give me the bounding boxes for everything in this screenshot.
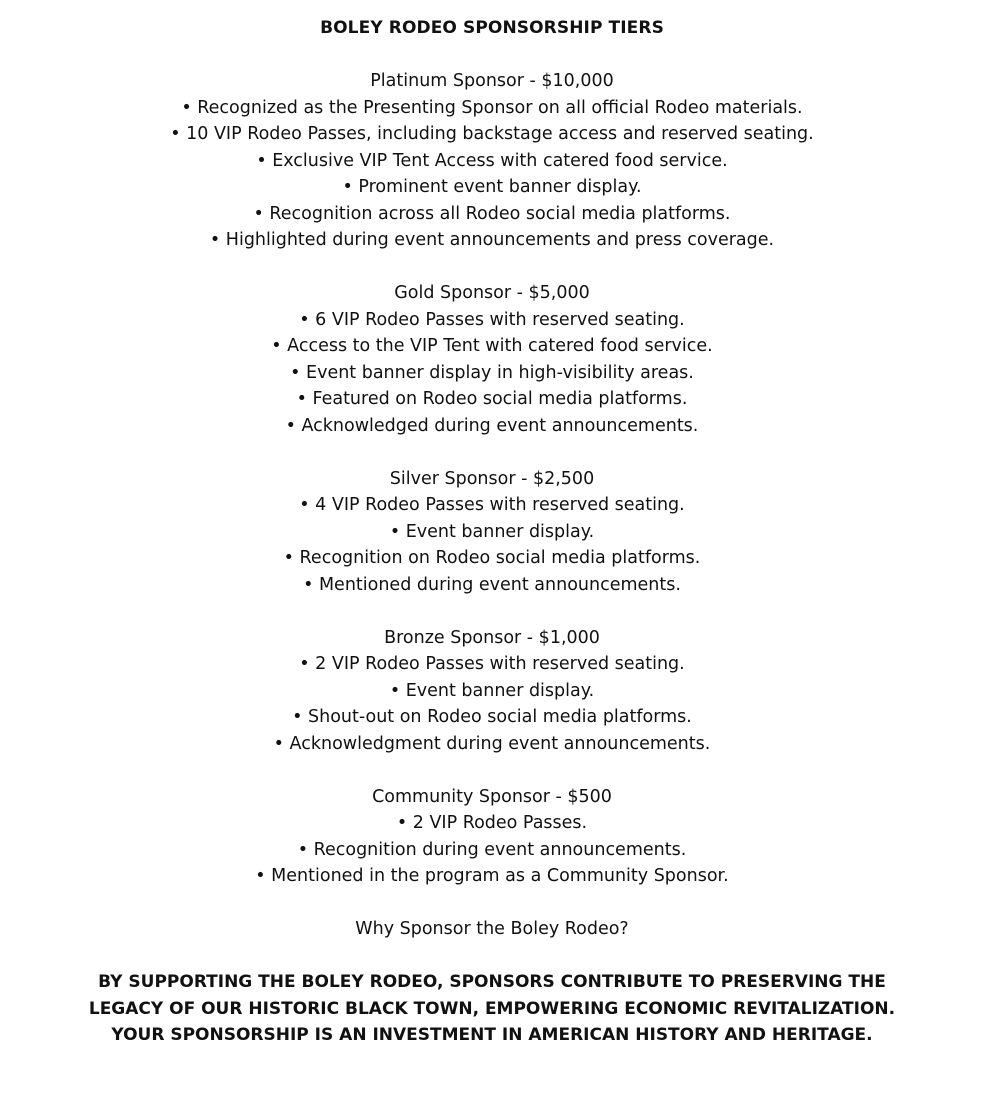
closing-statement: BY SUPPORTING THE BOLEY RODEO, SPONSORS CONTRIBUTE TO PRESERVING THE LEGACY OF OUR HISTORIC BLACK TOWN, EMPOWERING ECONOMIC REVITALIZATION. YOUR SPONSORSHIP IS AN INVESTMENT IN AMERICAN HISTORY AND HERITAGE.	[88, 972, 896, 1045]
spacer	[0, 42, 984, 69]
benefit-item: • Access to the VIP Tent with catered food service.	[271, 336, 713, 356]
benefit-item: • Mentioned during event announcements.	[303, 574, 681, 595]
benefit-item: • 4 VIP Rodeo Passes with reserved seating.	[299, 495, 685, 515]
benefit-item: • 2 VIP Rodeo Passes with reserved seating.	[299, 654, 685, 674]
benefit-item: • 6 VIP Rodeo Passes with reserved seating.	[299, 309, 685, 330]
spacer	[0, 598, 984, 625]
benefit-item: • Shout-out on Rodeo social media platforms.	[292, 707, 692, 727]
why-sponsor-heading: Why Sponsor the Boley Rodeo?	[355, 919, 629, 939]
spacer	[0, 757, 984, 784]
benefit-item: • Mentioned in the program as a Community Sponsor.	[255, 866, 729, 886]
benefit-item: • Recognized as the Presenting Sponsor on all official Rodeo materials.	[181, 97, 803, 118]
tier-heading: Silver Sponsor - $2,500	[389, 468, 595, 489]
benefit-item: • Acknowledgment during event announcements.	[273, 733, 711, 754]
benefit-item: • Event banner display.	[389, 680, 595, 701]
tier-heading: Bronze Sponsor - $1,000	[384, 627, 600, 648]
tier-heading: Community Sponsor - $500	[372, 786, 612, 807]
tier-gold	[0, 280, 984, 439]
spacer	[0, 254, 984, 281]
tier-heading: Gold Sponsor - $5,000	[394, 283, 590, 303]
tier-bronze	[0, 625, 984, 758]
benefit-item: • Prominent event banner display.	[342, 177, 642, 197]
page-title: BOLEY RODEO SPONSORSHIP TIERS	[320, 18, 664, 38]
benefit-item: • 2 VIP Rodeo Passes.	[396, 813, 588, 833]
benefit-item: • Highlighted during event announcements and press coverage.	[209, 230, 775, 250]
benefit-item: • Recognition across all Rodeo social media platforms.	[253, 203, 731, 224]
benefit-item: • Recognition during event announcements.	[297, 839, 687, 860]
benefit-item: • Event banner display in high-visibility areas.	[290, 362, 694, 383]
tier-silver	[0, 466, 984, 599]
benefit-item: • Event banner display.	[389, 521, 595, 542]
tier-community	[0, 784, 984, 890]
benefit-item: • Recognition on Rodeo social media platforms.	[283, 548, 701, 568]
benefit-item: • Featured on Rodeo social media platforms.	[296, 389, 688, 409]
document	[0, 15, 984, 1049]
spacer	[0, 943, 984, 970]
benefit-item: • 10 VIP Rodeo Passes, including backstage access and reserved seating.	[170, 124, 814, 144]
benefit-item: • Exclusive VIP Tent Access with catered food service.	[256, 150, 728, 171]
benefit-item: • Acknowledged during event announcements.	[285, 415, 699, 436]
tier-platinum	[0, 68, 984, 254]
spacer	[0, 890, 984, 917]
spacer	[0, 439, 984, 466]
tier-heading: Platinum Sponsor - $10,000	[370, 71, 614, 91]
